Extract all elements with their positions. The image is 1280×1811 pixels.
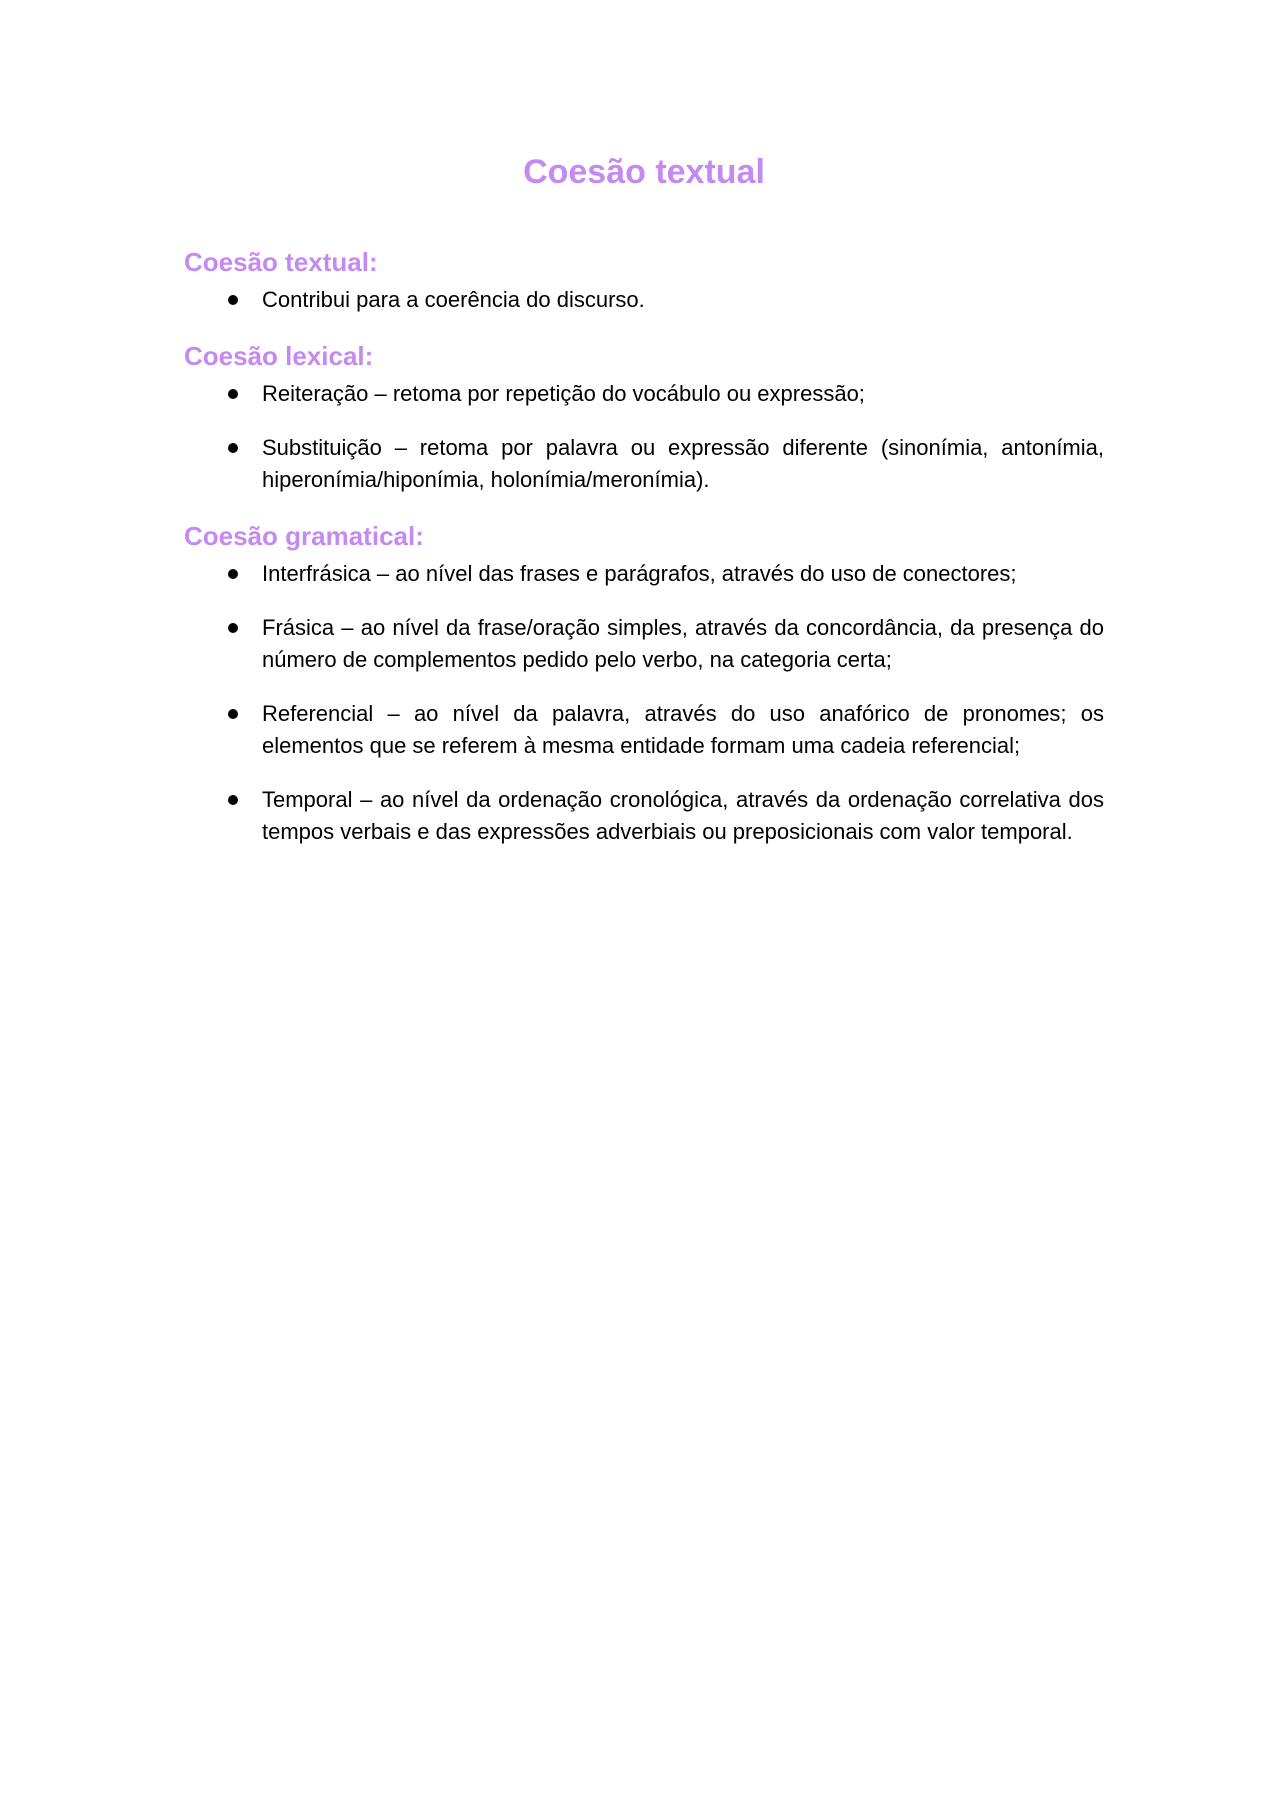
- bullet-icon: [228, 443, 238, 453]
- list-item-text: Frásica – ao nível da frase/oração simples, através da concordância, da presença do número de complementos pedido pelo verbo, na categoria certa;: [262, 614, 1104, 672]
- list-item: [184, 784, 1104, 848]
- bullet-list: [184, 558, 1104, 848]
- list-item-text: Temporal – ao nível da ordenação cronológica, através da ordenação correlativa dos tempos verbais e das expressões adverbiais ou preposicionais com valor temporal.: [262, 786, 1104, 844]
- list-item: [184, 698, 1104, 762]
- list-item: [184, 378, 1104, 410]
- bullet-icon: [228, 623, 238, 633]
- section-coesao-gramatical: [184, 520, 1104, 848]
- list-item-text: Referencial – ao nível da palavra, através do uso anafórico de pronomes; os elementos que se referem à mesma entidade formam uma cadeia referencial;: [262, 700, 1104, 758]
- section-coesao-lexical: [184, 340, 1104, 496]
- section-heading: Coesão lexical:: [184, 340, 374, 371]
- document-title: Coesão textual: [523, 153, 765, 191]
- document-page: [184, 150, 1104, 872]
- list-item: [184, 558, 1104, 590]
- bullet-icon: [228, 389, 238, 399]
- bullet-list: [184, 378, 1104, 496]
- list-item-text: Contribui para a coerência do discurso.: [262, 286, 645, 312]
- list-item-text: Substituição – retoma por palavra ou expressão diferente (sinonímia, antonímia, hiperonímia/hiponímia, holonímia/meronímia).: [262, 434, 1104, 492]
- list-item: [184, 432, 1104, 496]
- bullet-icon: [228, 795, 238, 805]
- list-item: [184, 284, 1104, 316]
- bullet-icon: [228, 709, 238, 719]
- list-item-text: Reiteração – retoma por repetição do vocábulo ou expressão;: [262, 380, 865, 406]
- bullet-icon: [228, 569, 238, 579]
- section-heading: Coesão textual:: [184, 247, 378, 278]
- bullet-list: [184, 284, 1104, 316]
- section-heading: Coesão gramatical:: [184, 520, 424, 551]
- list-item: [184, 612, 1104, 676]
- section-coesao-textual: [184, 246, 1104, 316]
- list-item-text: Interfrásica – ao nível das frases e parágrafos, através do uso de conectores;: [262, 560, 1017, 586]
- bullet-icon: [228, 295, 238, 305]
